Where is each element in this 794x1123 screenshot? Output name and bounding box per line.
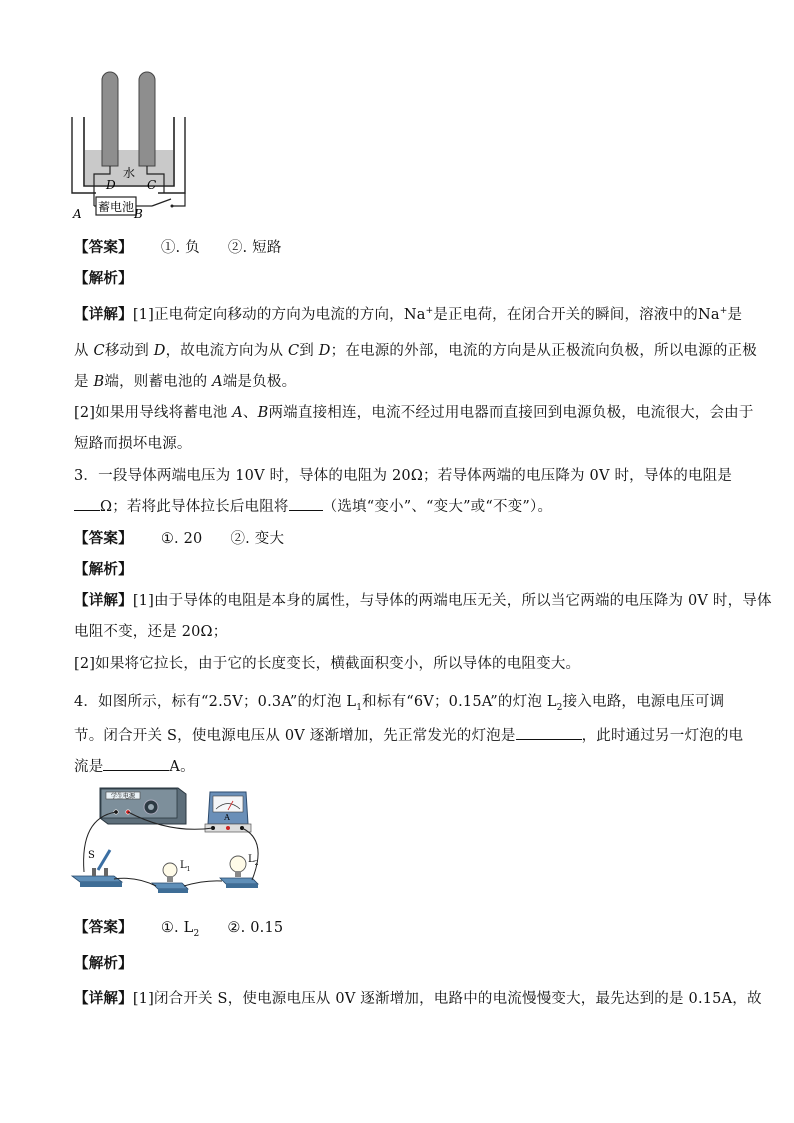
q3-blank-1	[74, 498, 100, 511]
q3-question-line2: Ω；若将此导体拉长后电阻将 （选填“变小”、“变大”或“不变”）。	[74, 495, 552, 516]
q2-detail-p4: [2]如果用导线将蓄电池 A、B两端直接相连，电流不经过用电器而直接回到电源负极，电流很大，会由于	[74, 405, 754, 421]
switch-label: S	[88, 850, 95, 861]
lamp2-label: $L_2$	[248, 854, 259, 867]
q3-blank-2	[289, 498, 323, 511]
answer-2: ②. 短路	[227, 240, 282, 256]
q4-answer-line: 【答案】 ①. $L_2$ ②. 0.15	[74, 919, 284, 939]
q3-detail-p2: 电阻不变，还是 20Ω；	[74, 624, 228, 640]
q2-analysis-tag: 【解析】	[74, 270, 133, 287]
q3-detail-p3: [2]如果将它拉长，由于它的长度变长，横截面积变小，所以导体的电阻变大。	[74, 656, 581, 672]
label-D: D	[106, 178, 116, 192]
q2-answer-line	[74, 236, 282, 257]
q3-question-line1: 3．一段导体两端电压为 10V 时，导体的电阻为 20Ω；若导体两端的电压降为 0V 时，导体的电阻是	[74, 468, 733, 484]
label-B: B	[134, 207, 143, 221]
answer-1: ①. 负	[160, 240, 200, 256]
q3-analysis-tag: 【解析】	[74, 561, 133, 578]
q3-detail-p1: 【详解】[1]由于导体的电阻是本身的属性，与导体的两端电压无关，所以当它两端的电压降为 0V 时，导体	[74, 592, 772, 609]
ammeter-label: A	[224, 813, 230, 822]
label-A: A	[73, 207, 82, 221]
q4-blank-2	[103, 758, 169, 771]
label-battery: 蓄电池	[97, 200, 135, 214]
q2-detail-p2: 从 C移动到 D，故电流方向为从 C到 D；在电源的外部，电流的方向是从正极流向负极，所以电源的正极	[74, 343, 757, 359]
lamp1-label: $L_1$	[180, 860, 191, 873]
q4-analysis-tag: 【解析】	[74, 955, 133, 972]
q2-detail-p1: 【详解】[1]正电荷定向移动的方向为电流的方向，Na+是正电荷，在闭合开关的瞬间，溶液中的Na+是	[74, 306, 743, 323]
circuit-figure	[70, 780, 270, 904]
q4-blank-1	[516, 727, 582, 740]
answer-tag: 【答案】	[74, 239, 133, 256]
electrolysis-figure	[70, 66, 194, 222]
q3-answer-line: 【答案】 ①. 20 ②. 变大	[74, 530, 285, 547]
label-water: 水	[122, 166, 136, 180]
power-supply-label: 学生电源	[110, 793, 136, 800]
q4-question-line2: 节。闭合开关 S，使电源电压从 0V 逐渐增加，先正常发光的灯泡是 ，此时通过另一灯泡的电	[74, 728, 744, 744]
label-C: C	[147, 178, 157, 192]
q4-question-line3: 流是 A。	[74, 759, 195, 775]
q2-detail-p5: 短路而损坏电源。	[74, 436, 192, 452]
q4-detail-p1: 【详解】[1]闭合开关 S，使电源电压从 0V 逐渐增加，电路中的电流慢慢变大，最先达到的是 0.15A，故	[74, 990, 762, 1007]
q2-detail-p3: 是 B端，则蓄电池的 A端是负极。	[74, 374, 297, 390]
q4-question-line1: 4．如图所示，标有“2.5V；0.3A”的灯泡 $L_1$和标有“6V；0.15A”的灯泡 $L_2$接入电路，电源电压可调	[74, 694, 725, 713]
